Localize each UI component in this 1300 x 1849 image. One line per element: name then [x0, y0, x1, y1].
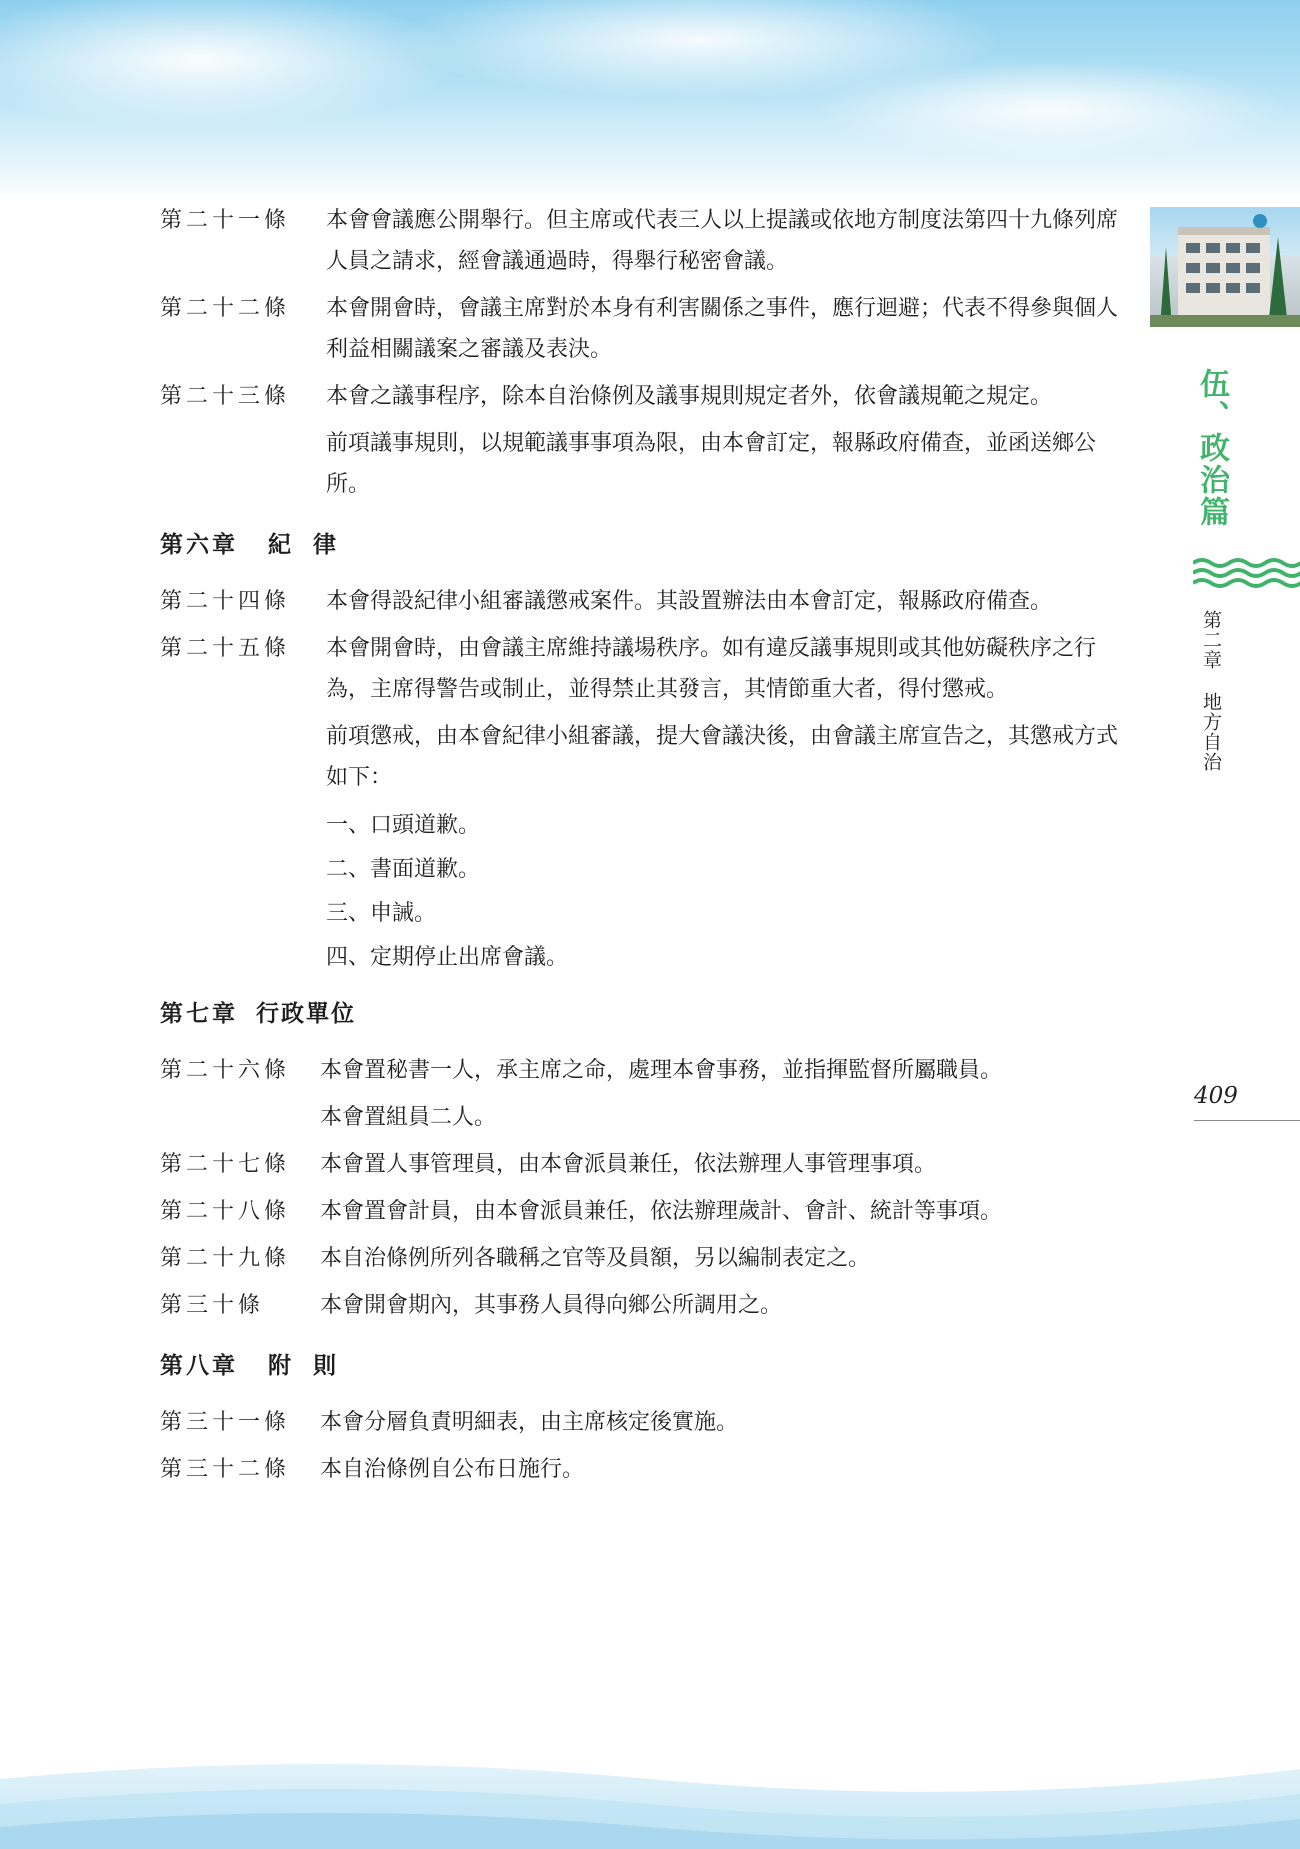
sky-header-background: [0, 0, 1300, 200]
articles-group-b: [160, 581, 1120, 980]
page-number: 409: [1194, 1083, 1238, 1109]
article-paragraph: 本自治條例所列各職稱之官等及員額，另以編制表定之。: [320, 1246, 871, 1271]
article-number: 第二十三條: [160, 384, 291, 409]
article-body: [320, 1285, 1120, 1332]
article-paragraph: 本會開會時，會議主席對於本身有利害關係之事件，應行迴避；代表不得參與個人利益相關議案之審議及表決。: [326, 296, 1119, 362]
article: [160, 1050, 1120, 1144]
side-chapter-name: 地方自治: [1200, 692, 1222, 772]
article-number: 第二十一條: [160, 208, 291, 233]
article-body: [326, 628, 1120, 980]
green-wave-decoration: [1193, 555, 1300, 595]
article: [160, 628, 1120, 980]
article-paragraph: 本會置會計員，由本會派員兼任，依法辦理歲計、會計、統計等事項。: [320, 1199, 1003, 1224]
article: [160, 1402, 1120, 1449]
article-body: [320, 1191, 1120, 1238]
chapter-title: 紀律: [268, 531, 358, 558]
chapter-title: 行政單位: [256, 1000, 356, 1027]
list-item: 一、口頭道歉。: [326, 813, 481, 838]
article-paragraph: 本會之議事程序，除本自治條例及議事規則規定者外，依會議規範之規定。: [326, 384, 1053, 409]
chapter-8-heading: [160, 1344, 1120, 1388]
article: [160, 581, 1120, 628]
article: [160, 376, 1120, 511]
article-number: 第二十七條: [160, 1152, 291, 1177]
list-item: 二、書面道歉。: [326, 857, 481, 882]
article-paragraph: 本會分層負責明細表，由主席核定後實施。: [320, 1410, 739, 1435]
chapter-label: 第六章: [160, 531, 238, 558]
article-body: [326, 376, 1120, 511]
article-paragraph: 本會開會期內，其事務人員得向鄉公所調用之。: [320, 1293, 783, 1318]
article-paragraph: 本會置組員二人。: [320, 1105, 497, 1130]
article-paragraph: 本會置人事管理員，由本會派員兼任，依法辦理人事管理事項。: [320, 1152, 937, 1177]
article: [160, 1285, 1120, 1332]
articles-group-a: [160, 200, 1120, 511]
side-chapter-label: [1198, 610, 1225, 772]
article: [160, 200, 1120, 288]
article-paragraph: 本會會議應公開舉行。但主席或代表三人以上提議或依地方制度法第四十九條列席人員之請求，經會議通過時，得舉行秘密會議。: [326, 208, 1119, 274]
article: [160, 1144, 1120, 1191]
article-body: [320, 1449, 1120, 1496]
article-number: 第三十二條: [160, 1457, 291, 1482]
chapter-7-heading: [160, 992, 1120, 1036]
article: [160, 1191, 1120, 1238]
articles-group-c: [160, 1050, 1120, 1332]
chapter-label: 第七章: [160, 1000, 238, 1027]
section-title: 伍、政治篇: [1194, 368, 1229, 528]
article-body: [326, 288, 1120, 376]
bottom-wave-decoration: [0, 1739, 1300, 1849]
main-content: [160, 200, 1120, 1496]
article-number: 第二十四條: [160, 589, 291, 614]
article-paragraph: 本會開會時，由會議主席維持議場秩序。如有違反議事規則或其他妨礙秩序之行為，主席得警告或制止，並得禁止其發言，其情節重大者，得付懲戒。: [326, 636, 1097, 702]
list-item: 四、定期停止出席會議。: [326, 945, 569, 970]
article-body: [320, 1050, 1120, 1144]
article-number: 第二十二條: [160, 296, 291, 321]
building-photo: [1150, 207, 1300, 327]
chapter-6-heading: [160, 523, 1120, 567]
article-number: 第三十一條: [160, 1410, 291, 1435]
article-body: [320, 1402, 1120, 1449]
article-number: 第二十九條: [160, 1246, 291, 1271]
article-paragraph: 前項議事規則，以規範議事事項為限，由本會訂定，報縣政府備查，並函送鄉公所。: [326, 431, 1097, 497]
article-body: [320, 1238, 1120, 1285]
side-chapter-number: 第二章: [1200, 610, 1222, 670]
article-number: 第二十八條: [160, 1199, 291, 1224]
article-body: [320, 1144, 1120, 1191]
page-number-rule: [1194, 1120, 1300, 1121]
article: [160, 1449, 1120, 1496]
article-number: 第二十六條: [160, 1058, 291, 1083]
article-number: 第三十條: [160, 1293, 265, 1318]
article-paragraph: 前項懲戒，由本會紀律小組審議，提大會議決後，由會議主席宣告之，其懲戒方式如下：: [326, 724, 1119, 790]
chapter-title: 附則: [268, 1352, 358, 1379]
article: [160, 288, 1120, 376]
list-item: 三、申誡。: [326, 901, 437, 926]
article-body: [326, 200, 1120, 288]
article-number: 第二十五條: [160, 636, 291, 661]
article: [160, 1238, 1120, 1285]
article-paragraph: 本自治條例自公布日施行。: [320, 1457, 585, 1482]
article-paragraph: 本會置秘書一人，承主席之命，處理本會事務，並指揮監督所屬職員。: [320, 1058, 1003, 1083]
article-paragraph: 本會得設紀律小組審議懲戒案件。其設置辦法由本會訂定，報縣政府備查。: [326, 589, 1053, 614]
chapter-label: 第八章: [160, 1352, 238, 1379]
articles-group-d: [160, 1402, 1120, 1496]
article-body: [326, 581, 1120, 628]
